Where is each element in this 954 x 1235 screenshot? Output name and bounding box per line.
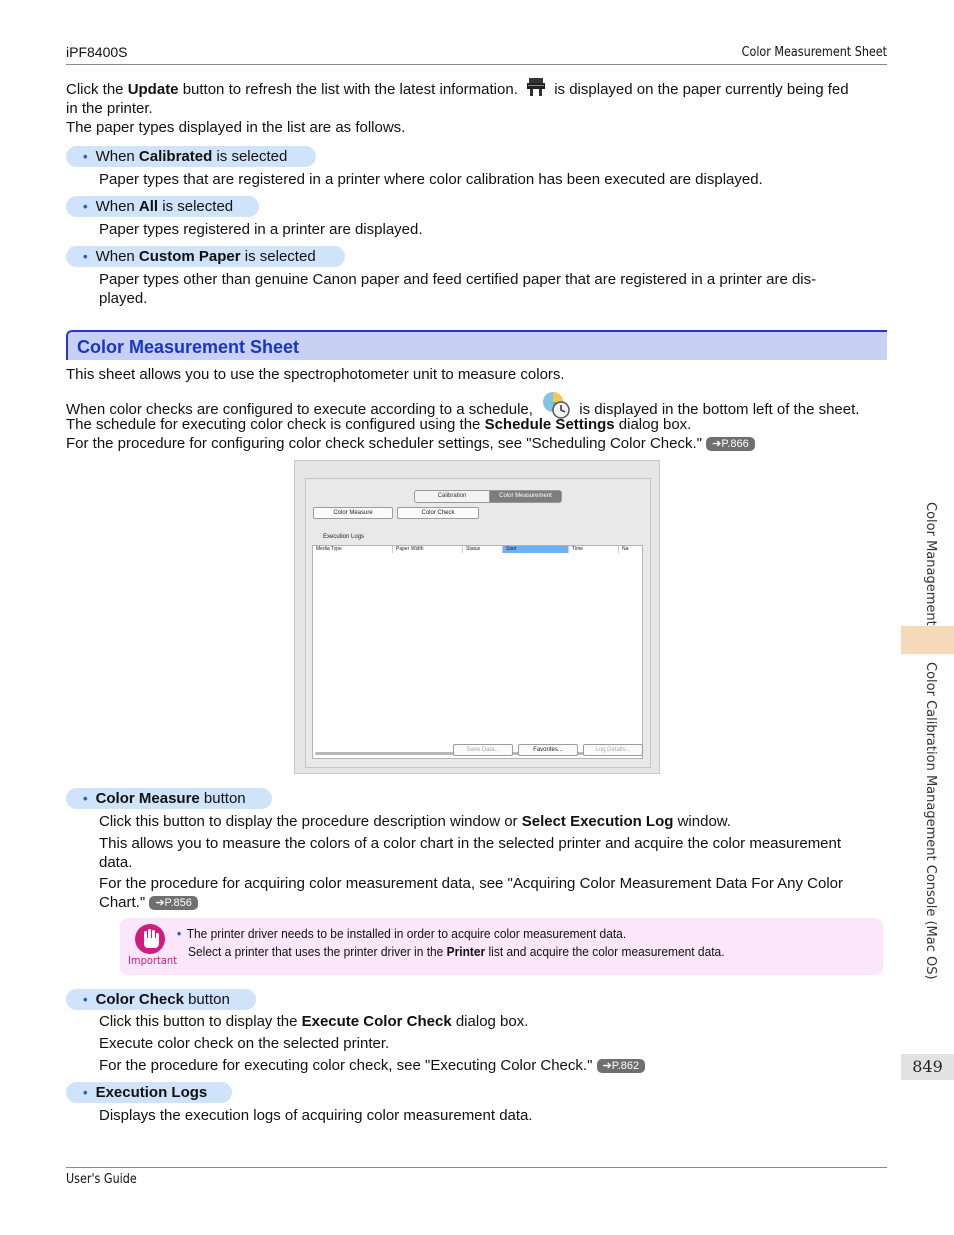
color-check-desc-3: For the procedure for executing color check, see "Executing Color Check." ➔P.862 (99, 1056, 879, 1075)
important-hand-icon (135, 924, 165, 954)
execution-logs-label: Execution Logs (323, 534, 365, 540)
tab-color-measurement[interactable]: Color Measurement (489, 490, 562, 503)
bullet-icon: • (83, 199, 88, 214)
color-measure-desc-3: For the procedure for acquiring color measurement data, see "Acquiring Color Measurement Data For Any Color Chart." ➔P.856 (99, 875, 844, 911)
list-item-custom-paper: • When Custom Paper is selected (66, 246, 345, 267)
bullet-icon: • (83, 992, 88, 1007)
intro-paragraph: Click the Update button to refresh the list with the latest information. is displayed on the paper currently being fed in the printer. The paper types displayed in the list are as follows. (66, 77, 886, 137)
bullet-icon: • (177, 926, 182, 941)
header-section: Color Measurement Sheet (741, 45, 887, 60)
bullet-icon: • (83, 149, 88, 164)
favorites-button[interactable]: Favorites... (518, 744, 578, 756)
column-name[interactable]: Na (622, 546, 629, 552)
bullet-icon: • (83, 791, 88, 806)
side-tab-color-management: Color Management (923, 502, 938, 626)
color-measure-desc-1: Click this button to display the procedure description window or Select Execution Log window. (99, 813, 731, 830)
important-note (120, 918, 883, 975)
column-start[interactable]: Start (503, 546, 569, 553)
side-tab-calibration-console: Color Calibration Management Console (Mac OS) (923, 662, 938, 980)
color-check-desc-2: Execute color check on the selected printer. (99, 1035, 390, 1052)
page-ref-856[interactable]: ➔P.856 (149, 896, 198, 910)
all-description: Paper types registered in a printer are displayed. (99, 221, 423, 238)
section-heading: Color Measurement Sheet (66, 330, 887, 360)
color-check-button[interactable]: Color Check (397, 507, 479, 519)
list-item-color-check: • Color Check button (66, 989, 256, 1010)
color-measure-desc-2: This allows you to measure the colors of a color chart in the selected printer and acquire the color measurement data. (99, 835, 842, 871)
tab-calibration[interactable]: Calibration (414, 490, 490, 503)
sheet-panel (305, 478, 651, 768)
section-intro-1: This sheet allows you to use the spectrophotometer unit to measure colors. (66, 366, 565, 383)
side-tab-marker (901, 626, 954, 654)
save-data-button[interactable]: Save Data... (453, 744, 513, 756)
footer-rule (66, 1167, 887, 1168)
important-label: Important (128, 954, 178, 967)
header-model: iPF8400S (66, 44, 128, 60)
color-measurement-sheet-screenshot (294, 460, 660, 774)
footer-text: User's Guide (66, 1172, 137, 1187)
color-measure-button[interactable]: Color Measure (313, 507, 393, 519)
list-item-color-measure: • Color Measure button (66, 788, 272, 809)
execution-logs-desc: Displays the execution logs of acquiring color measurement data. (99, 1107, 533, 1124)
list-item-calibrated: • When Calibrated is selected (66, 146, 316, 167)
column-paper-width[interactable]: Paper Width (393, 546, 463, 553)
bullet-icon: • (83, 1085, 88, 1100)
color-check-desc-1: Click this button to display the Execute Color Check dialog box. (99, 1013, 529, 1030)
calibrated-description: Paper types that are registered in a printer where color calibration has been executed are displayed. (99, 171, 763, 188)
page-ref-862[interactable]: ➔P.862 (597, 1059, 646, 1073)
list-item-all: • When All is selected (66, 196, 259, 217)
page-number: 849 (901, 1054, 954, 1080)
column-media-type[interactable]: Media Type (313, 546, 393, 553)
section-intro-3: The schedule for executing color check is configured using the Schedule Settings dialog box. For the procedure for configuring color check scheduler settings, see "Scheduling Color Check." ➔P.866 (66, 415, 886, 453)
log-details-button[interactable]: Log Details... (583, 744, 643, 756)
column-status[interactable]: Status (463, 546, 503, 553)
column-time[interactable]: Time (569, 546, 619, 553)
header-rule (66, 64, 887, 65)
execution-logs-table[interactable] (312, 545, 643, 759)
printer-icon (526, 77, 546, 97)
page-ref-866[interactable]: ➔P.866 (706, 437, 755, 451)
important-text: • The printer driver needs to be installed in order to acquire color measurement data. Select a printer that uses the printer driver in the Printer list and acquire the color measurement data. (177, 926, 725, 959)
bullet-icon: • (83, 249, 88, 264)
section-intro-2: When color checks are configured to execute according to a schedule, is displayed in the bottom left of the sheet. (66, 390, 886, 420)
custom-paper-description: Paper types other than genuine Canon paper and feed certified paper that are registered in a printer are dis- played. (99, 271, 817, 307)
list-item-execution-logs: • Execution Logs (66, 1082, 232, 1103)
